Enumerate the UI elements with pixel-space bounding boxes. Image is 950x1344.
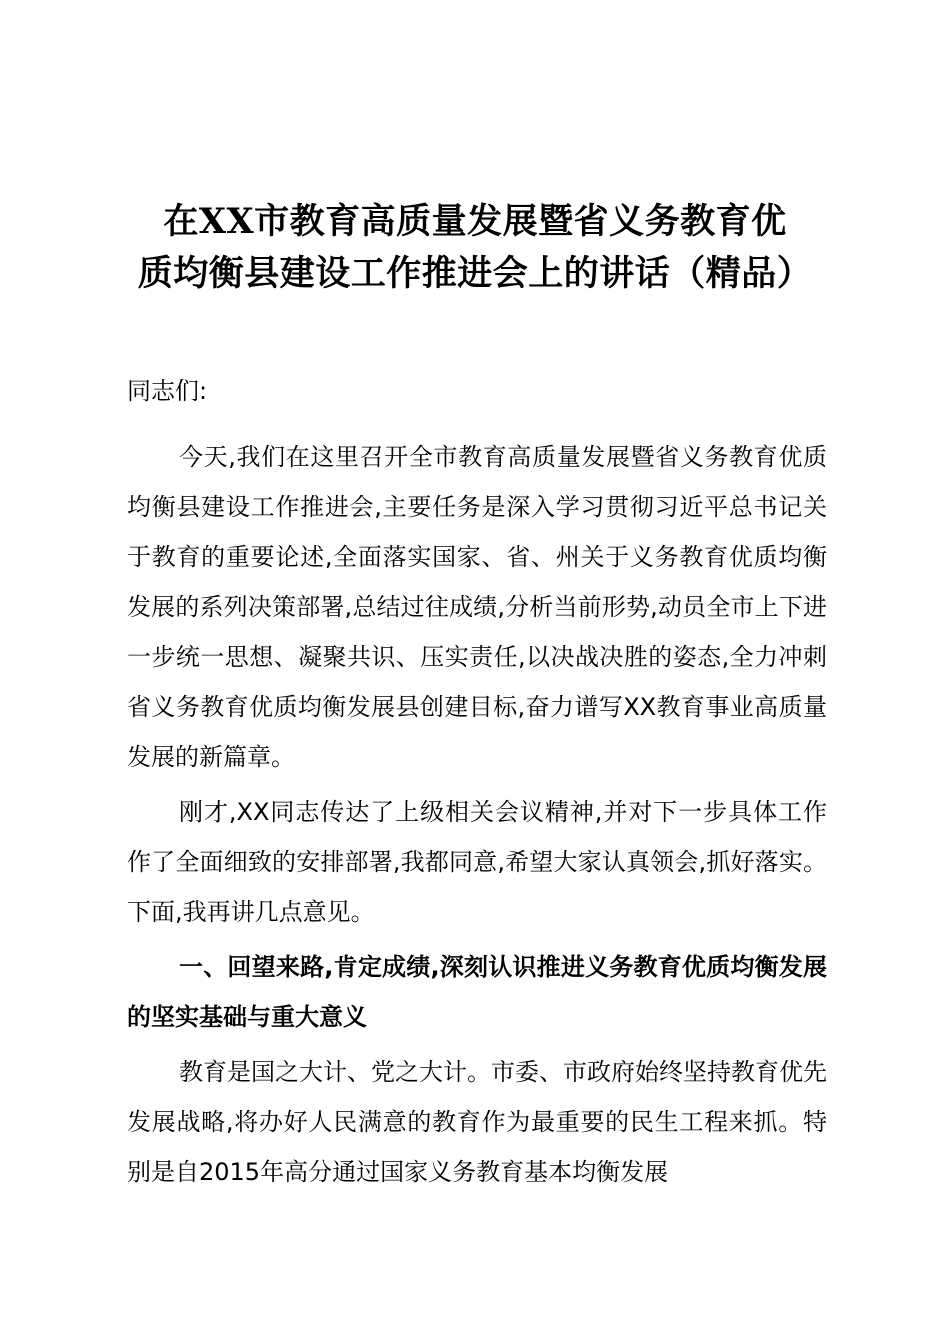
greeting: 同志们: xyxy=(127,377,208,405)
title-line-2: 质均衡县建设工作推进会上的讲话（精品） xyxy=(137,253,813,294)
title-line-1: 在XX市教育高质量发展暨省义务教育优 xyxy=(163,201,787,242)
paragraph-section-one: 教育是国之大计、党之大计。市委、市政府始终坚持教育优先发展战略,将办好人民满意的教育作为最重要的民生工程来抓。特别是自2015年高分通过国家义务教育基本均衡发展 xyxy=(127,1058,827,1186)
section-heading: 一、回望来路,肯定成绩,深刻认识推进义务教育优质均衡发展的坚实基础与重大意义 xyxy=(127,953,827,1031)
document-title xyxy=(120,196,830,300)
document-body xyxy=(127,366,827,1202)
paragraph-opening: 今天,我们在这里召开全市教育高质量发展暨省义务教育优质均衡县建设工作推进会,主要任务是深入学习贯彻习近平总书记关于教育的重要论述,全面落实国家、省、州关于义务教育优质均衡发展的系列决策部署,总结过往成绩,分析当前形势,动员全市上下进一步统一思想、凝聚共识、压实责任,以决战决胜的姿态,全力冲刺省义务教育优质均衡发展县创建目标,奋力谱写XX教育事业高质量发展的新篇章。 xyxy=(127,443,827,771)
paragraph-arrangement: 刚才,XX同志传达了上级相关会议精神,并对下一步具体工作作了全面细致的安排部署,我都同意,希望大家认真领会,抓好落实。下面,我再讲几点意见。 xyxy=(127,798,827,926)
